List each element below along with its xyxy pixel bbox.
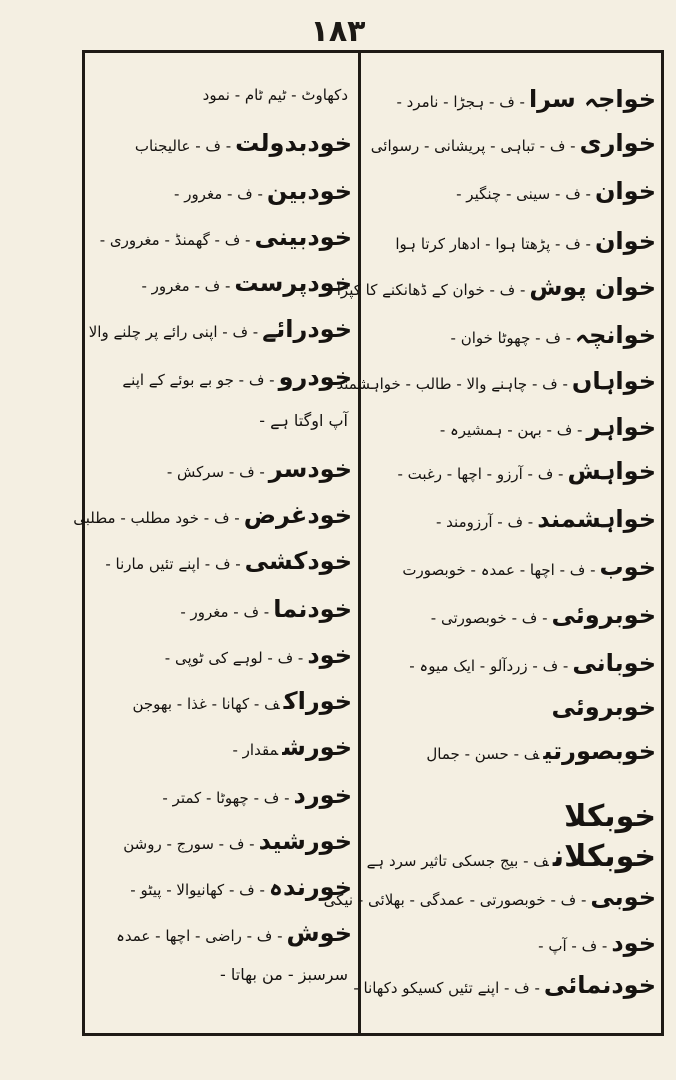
headword: خودبدولت [235,129,352,157]
gloss: - ف - اپنے تئیں مارنا - [105,555,241,573]
gloss: - ف - سورج - روشن [123,835,255,853]
gloss: - ف - زردآلو - ایک میوہ - [409,657,569,675]
gloss: - ف - بہن - ہمشیرہ - [439,421,583,439]
headword: خورش [282,733,352,761]
dictionary-entry [376,322,656,348]
headword: خوراک [283,687,352,715]
dictionary-entry [96,224,352,250]
headword: خودرائے [262,315,352,343]
dictionary-entry [376,694,656,720]
gloss: - ف - خوبصورتی - عمدگی - بھلائی - نیکی [323,891,587,909]
headword: خوبی [590,883,656,911]
gloss: - ف - پڑھتا ہوا - ادھار کرتا ہوا [395,235,591,253]
dictionary-entry [336,273,656,301]
dictionary-entry [376,650,656,676]
gloss: - ف - سرکش - [166,463,265,481]
dictionary-entry [366,839,656,874]
dictionary-entry [96,178,352,204]
headword: خودغرض [243,501,352,529]
dictionary-entry [96,642,352,668]
dictionary-entry [96,874,352,900]
headword: خورشید [258,827,352,855]
gloss: - ف - اپنی رائے پر چلنے والا [88,323,259,341]
headword: خوبروئی [551,601,656,629]
gloss: - ف - ہجڑا - نامرد - [396,93,525,111]
dictionary-entry [353,971,656,999]
dictionary-entry [376,414,656,440]
gloss: - ف - آپ - [538,937,608,955]
headword: خودرو [278,363,352,391]
gloss: - ف - کھانیوالا - پیٹو - [130,881,265,899]
headword: خوبکلان [552,839,656,874]
headword: خوبروئی [551,693,656,721]
gloss: ف - بیج جسکی تاثیر سرد ہے [366,852,549,870]
headword: خواہشمند [537,505,656,533]
dictionary-entry [73,501,352,529]
dictionary-entry [88,315,352,343]
dictionary-entry [96,412,352,430]
gloss: - ف - چاہنے والا - طالب - خواہشمند [336,375,568,393]
continuation-text: آپ اوگتا ہے - [259,411,348,430]
gloss: - ف - تباہی - پریشانی - رسوائی [370,137,576,155]
headword: خوبانی [572,649,656,677]
dictionary-entry [376,738,656,764]
headword: خوب [599,553,656,581]
gloss: - ف - راضی - اچھا - عمدہ [116,927,283,945]
gloss: - ف - سینی - چنگیر - [456,185,591,203]
headword: خوان [594,227,656,255]
headword: خواہش [567,457,656,485]
headword: خودکشی [244,547,352,575]
dictionary-entry [96,270,352,296]
headword: خود [307,641,352,669]
gloss: - ف - چھوٹا - کمتر - [162,789,290,807]
headword: خواری [579,129,656,157]
dictionary-entry [96,782,352,808]
right-column [323,58,656,1028]
headword: خودنما [273,595,352,623]
dictionary-entry [376,178,656,204]
dictionary-entry [96,828,352,854]
gloss: - ف - مغرور - [180,603,270,621]
continuation-text: سرسبز - من بھاتا - [220,965,348,984]
headword: خوانچہ [575,321,656,349]
headword: خودسر [268,455,352,483]
dictionary-entry [370,129,656,157]
gloss: - ف - گھمنڈ - مغروری - [99,231,251,249]
gloss: مقدار - [232,741,279,759]
gloss: - ف - لوہے کی ٹوپی - [164,649,304,667]
dictionary-entry [96,548,352,574]
dictionary-entry [96,920,352,946]
left-column [73,58,352,1028]
headword: خودبینی [254,223,352,251]
headword: خوان [594,177,656,205]
dictionary-entry [96,86,352,104]
gloss: - ف - چھوٹا خوان - [450,329,572,347]
headword: خواہاں [571,367,656,395]
headword: خواجہ سرا [528,85,656,113]
gloss: - ف - عالیجناب [134,137,232,155]
dictionary-entry [376,602,656,628]
headword: خوبکلا [564,799,656,834]
gloss: - ف - خود مطلب - مطلبی [73,509,240,527]
gloss: ف - حسن - جمال [426,745,540,763]
gloss: ف - کھانا - غذا - بھوجن [132,695,280,713]
headword: خوان پوش [529,273,656,301]
dictionary-entry [96,364,352,390]
dictionary-entry [96,130,352,156]
headword: خواہر [586,413,656,441]
dictionary-entry [376,554,656,580]
gloss: - ف - اچھا - عمدہ - خوبصورت [402,561,596,579]
gloss: - ف - آرزومند - [435,513,534,531]
dictionary-entry [96,734,352,760]
dictionary-entry [96,966,352,984]
page-number: ۱۸۳ [310,14,366,49]
dictionary-entry [323,883,656,911]
dictionary-entry [376,458,656,484]
headword: خودنمائی [543,971,656,999]
dictionary-entry [96,456,352,482]
dictionary-entry [336,367,656,395]
headword: خودبین [266,177,352,205]
dictionary-entry [376,228,656,254]
dictionary-entry [376,930,656,956]
dictionary-entry [96,596,352,622]
gloss: - ف - خوبصورتی - [430,609,548,627]
gloss: - ف - مغرور - [174,185,263,203]
headword: خوبصورتی [543,737,656,765]
headword: خورندہ [268,873,352,901]
dictionary-entry [376,800,656,833]
gloss: - ف - آرزو - اچھا - رغبت - [397,465,564,483]
gloss: - ف - جو بے بوئے کے اپنے [122,371,275,389]
dictionary-entry [376,506,656,532]
continuation-text: دکھاوٹ - ٹیم ٹام - نمود [202,86,348,104]
headword: خورد [293,781,352,809]
gloss: - ف - خوان کے ڈھانکنے کا کپڑا [336,281,526,299]
gloss: - ف - اپنے تئیں کسیکو دکھانا - [353,979,540,997]
gloss: - ف - مغرور - [141,277,231,295]
headword: خودپرست [234,269,352,297]
dictionary-entry [376,86,656,112]
dictionary-entry [96,688,352,714]
headword: خوش [286,919,352,947]
headword: خود [611,929,656,957]
